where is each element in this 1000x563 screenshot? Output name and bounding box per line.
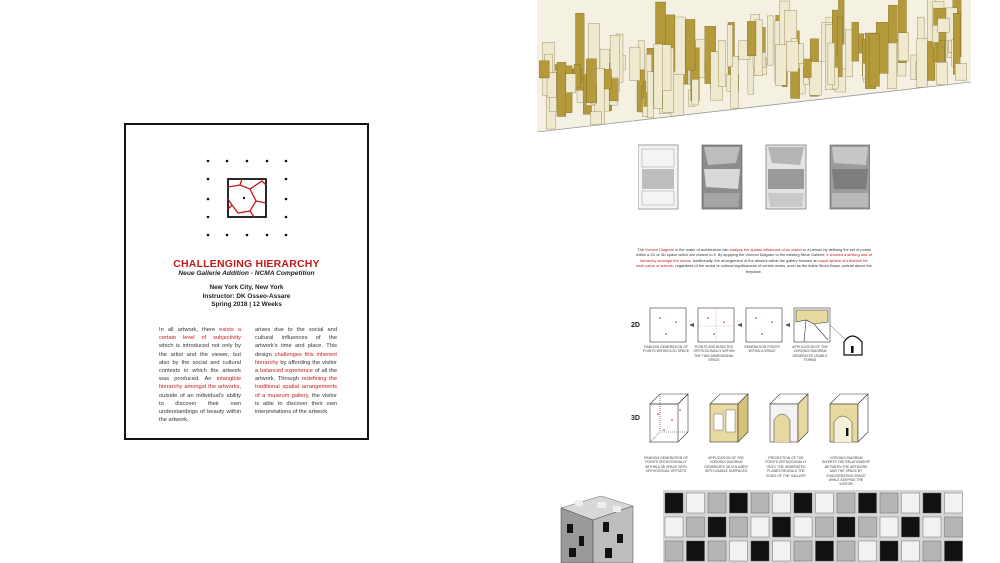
highlight-text: intangible hierarchy amongst the artworks	[159, 376, 241, 391]
highlight-text: challenges this inherent hierarchy	[255, 351, 337, 366]
body-text-run: in the realm of architecture can	[673, 247, 730, 252]
caption-3d-3: PROJECTION OF THE POINTS ORTHOGONALLY ONTO THE GENERATED PLANES REVEALS THE VOIDS OF THE GALLERY	[765, 456, 807, 478]
project-title: CHALLENGING HIERARCHY	[173, 258, 320, 270]
body-text-run: or a person by defining the set of points within a 2D or 3D space which are closest to it. By applying the Voronoi Diagram to the existing Neue Gallerie,	[636, 247, 871, 258]
caption-2d-4: APPLICATION OF THE VORONOI DIAGRAM GENERATES USABLE FORMS	[792, 345, 828, 363]
body-text-run: which is introduced not only by the artist and the viewer, but also by the social and cultural contexts in which the artwork was produced. An	[159, 343, 241, 383]
floorplan-2	[702, 145, 742, 209]
caption-2d-2: POINTS ARE BISECTED ORTHOGONALLY WITHIN THE TWO-DIMENSIONAL SPACE	[693, 345, 735, 363]
body-text-run: . Additionally, the arrangement of the artwork within the gallery showed an	[690, 257, 819, 263]
label-3d: 3D	[631, 415, 640, 422]
caption-2d-1: RANDOM GENERATION OF POINTS WITHIN A 2D SPACE	[643, 345, 689, 354]
voronoi-description	[636, 247, 872, 274]
body-text-left	[159, 326, 241, 424]
highlight-text: equal sphere of influence for each piece of artwork	[636, 257, 868, 269]
body-text-run: by affording the visitor a	[255, 359, 337, 375]
caption-3d-4: VORONOI DIAGRAM INVERTS THE RELATIONSHIP BETWEEN THE ARTWORK AND THE SPACE BY EXAGGERATING SPACE WHILE KEEPING THE VISITOR	[822, 456, 870, 487]
voronoi-2d-diagram	[630, 300, 875, 375]
3d-cube-4	[830, 394, 868, 442]
body-text-run: , the visitor is able to discover their own interpretations of the artwork.	[255, 392, 337, 416]
caption-2d-3: GENERATION POINTS WITHIN A SPACE	[744, 345, 780, 354]
voronoi-cube-model-image	[553, 488, 638, 563]
body-text-right	[255, 326, 337, 416]
highlight-text: balanced experience	[260, 368, 313, 375]
caption-3d-1: RANDOM GENERATION OF POINTS ORTHOGONALLY WITHIN A 3D SPACE WITH ORTHOGONAL OFFSETS	[644, 456, 688, 474]
project-term: Spring 2018 | 12 Weeks	[211, 301, 282, 309]
highlight-text: redefining the traditional spatial arrangements of a museum gallery	[255, 376, 338, 399]
3d-cube-2	[710, 394, 748, 442]
body-text-run: of all the artwork. Through	[255, 368, 337, 383]
floorplan-4	[830, 145, 870, 209]
highlight-text: analyze the spatial influences of an object	[729, 247, 802, 252]
caption-3d-2: APPLICATION OF THE VORONOI DIAGRAM GENERATES 3D VOLUMES WITH USABLE SURFACES	[704, 456, 748, 474]
body-text-run: , regardless of the social or cultural significances of certain works, such as the Adele Bloch-Bauer portrait above the fireplace.	[673, 263, 872, 274]
3d-cube-3	[770, 394, 808, 442]
floorplan-1	[638, 145, 678, 209]
city-axonometric-image	[537, 0, 971, 132]
project-subtitle: Neue Gallerie Addition - NCMA Competition	[178, 270, 315, 277]
project-card	[124, 123, 369, 440]
highlight-text: exists a certain level of subjectivity	[159, 327, 241, 342]
project-location: New York City, New York	[209, 284, 284, 291]
project-instructor: Instructor: DK Osseo-Assare	[202, 292, 291, 300]
body-text-run: arises due to the social and cultural influences of the artwork's time and place. This design	[255, 327, 337, 358]
floorplan-3	[766, 145, 806, 209]
body-text-run: In all artwork, there	[159, 327, 220, 333]
label-2d: 2D	[631, 322, 640, 329]
voronoi-gallery-model-image	[663, 490, 963, 563]
voronoi-floorplans	[638, 143, 870, 211]
body-text-run: The	[637, 247, 645, 252]
highlight-text: it showed a striking lack of hierarchy amongst the rooms	[640, 252, 872, 263]
body-text-run: , outside of an individual's ability to discover their own understandings of beauty within the artwork,	[159, 384, 241, 424]
highlight-text: Voronoi Diagram	[644, 247, 674, 252]
project-meta	[126, 284, 367, 310]
voronoi-logo-icon	[200, 155, 296, 241]
